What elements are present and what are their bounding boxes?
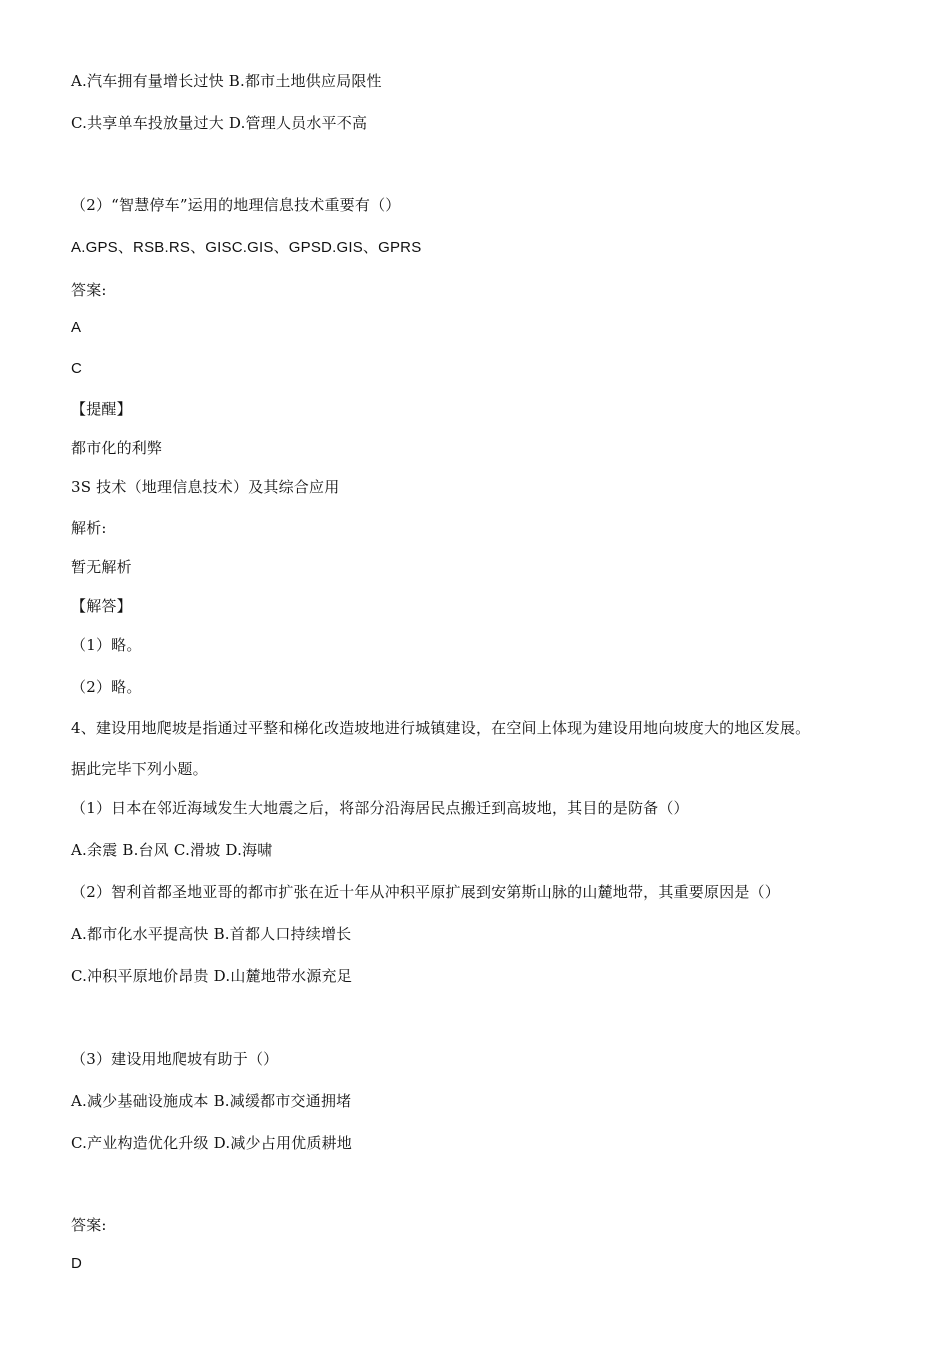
solution-heading: 【解答】 [71,597,132,615]
q4-sub-3-options-cd: C.产业构造优化升级 D.减少占用优质耕地 [71,1134,352,1152]
q4-sub-3: （3）建设用地爬坡有助于（） [71,1050,279,1068]
q4-sub-2-options-cd: C.冲积平原地价昂贵 D.山麓地带水源充足 [71,967,352,985]
analysis-text: 暂无解析 [71,558,132,576]
answer-1: A [71,319,82,336]
q4-sub-3-options-ab: A.减少基础设施成本 B.减缓都市交通拥堵 [71,1092,352,1110]
q-options-cd: C.共享单车投放量过大 D.管理人员水平不高 [71,114,368,132]
question-4-stem: 4、建设用地爬坡是指通过平整和梯化改造坡地进行城镇建设，在空间上体现为建设用地向坡度大的地区发展。 [71,719,811,737]
hint-item-1: 都市化的利弊 [71,439,163,457]
hint-heading: 【提醒】 [71,400,132,418]
question-4-instruction: 据此完毕下列小题。 [71,760,208,778]
sub-question-2: （2）“智慧停车”运用的地理信息技术重要有（） [71,196,401,214]
q4-sub-1: （1）日本在邻近海域发生大地震之后，将部分沿海居民点搬迁到高坡地，其目的是防备（） [71,799,689,817]
hint-item-2: 3S 技术（地理信息技术）及其综合应用 [71,478,340,496]
q4-sub-2-options-ab: A.都市化水平提高快 B.首都人口持续增长 [71,925,352,943]
analysis-label: 解析: [71,519,107,537]
q4-sub-1-options: A.余震 B.台风 C.滑坡 D.海啸 [71,841,273,859]
answer-label-2: 答案: [71,1216,107,1234]
solution-2: （2）略。 [71,678,142,696]
q-options-ab: A.汽车拥有量增长过快 B.都市土地供应局限性 [71,72,382,90]
q4-sub-2: （2）智利首都圣地亚哥的都市扩张在近十年从冲积平原扩展到安第斯山脉的山麓地带，其重要原因是（） [71,883,780,901]
answer-2: C [71,360,83,377]
answer-label: 答案: [71,281,107,299]
solution-1: （1）略。 [71,636,142,654]
sub-question-2-options: A.GPS、RSB.RS、GISC.GIS、GPSD.GIS、GPRS [71,239,422,256]
answer-3: D [71,1255,83,1272]
